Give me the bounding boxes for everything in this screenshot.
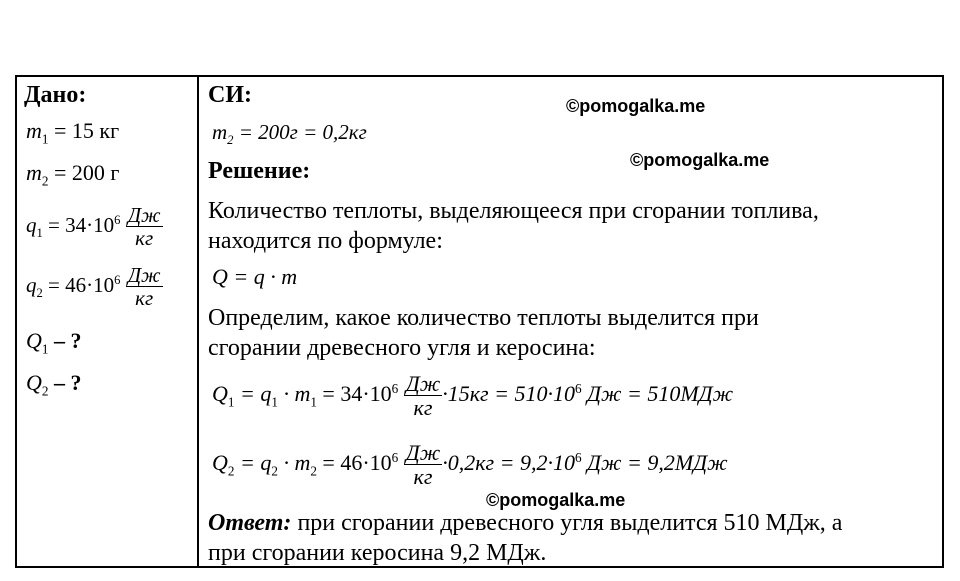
answer-line-1: Ответ: при сгорании древесного угля выделится 510 МДж, а	[208, 510, 843, 536]
solution-text-1b: находится по формуле:	[208, 228, 443, 254]
si-conversion: $m_2 = 200г = 0,2кг$	[212, 120, 367, 148]
given-m1: $m_1 = 15$ кг	[26, 118, 120, 147]
solution-header: Решение:	[208, 158, 311, 184]
answer-label: Ответ:	[208, 510, 292, 536]
watermark: ©pomogalka.me	[566, 96, 706, 116]
heat-formula: Q = q · m	[212, 264, 298, 289]
solution-text-1a: Количество теплоты, выделяющееся при сгорании топлива,	[208, 198, 819, 224]
solution-text-2b: сгорании древесного угля и керосина:	[208, 335, 596, 361]
given-q2: $q_2 = 46\cdot 10^6$ $\frac{Дж}{кг}$	[26, 263, 161, 311]
given-Q2: $Q_2$ – ?	[26, 370, 82, 399]
si-header: СИ:	[208, 82, 252, 108]
column-divider	[197, 75, 199, 568]
given-m2: $m_2 = 200$ г	[26, 160, 120, 189]
equation-Q1: $Q_1 = q_1 \cdot m_1 = 34\cdot 10^6$ $\frac{Дж}{кг}$ $\cdot 15кг = 510\cdot 10^6$ Дж = 510МДж	[212, 371, 734, 421]
given-q1: $q_1 = 34\cdot 10^6$ $\frac{Дж}{кг}$	[26, 203, 161, 251]
watermark: ©pomogalka.me	[486, 490, 626, 510]
answer-line-2: при сгорании керосина 9,2 МДж.	[208, 540, 547, 566]
given-Q1: $Q_1$ – ?	[26, 328, 82, 357]
given-header: Дано:	[24, 82, 87, 108]
solution-text-2a: Определим, какое количество теплоты выделится при	[208, 305, 759, 331]
equation-Q2: $Q_2 = q_2 \cdot m_2 = 46\cdot 10^6$ $\frac{Дж}{кг}$ $\cdot 0,2кг = 9,2\cdot 10^6$ Дж = 9,2МДж	[212, 440, 728, 490]
watermark: ©pomogalka.me	[630, 150, 770, 170]
